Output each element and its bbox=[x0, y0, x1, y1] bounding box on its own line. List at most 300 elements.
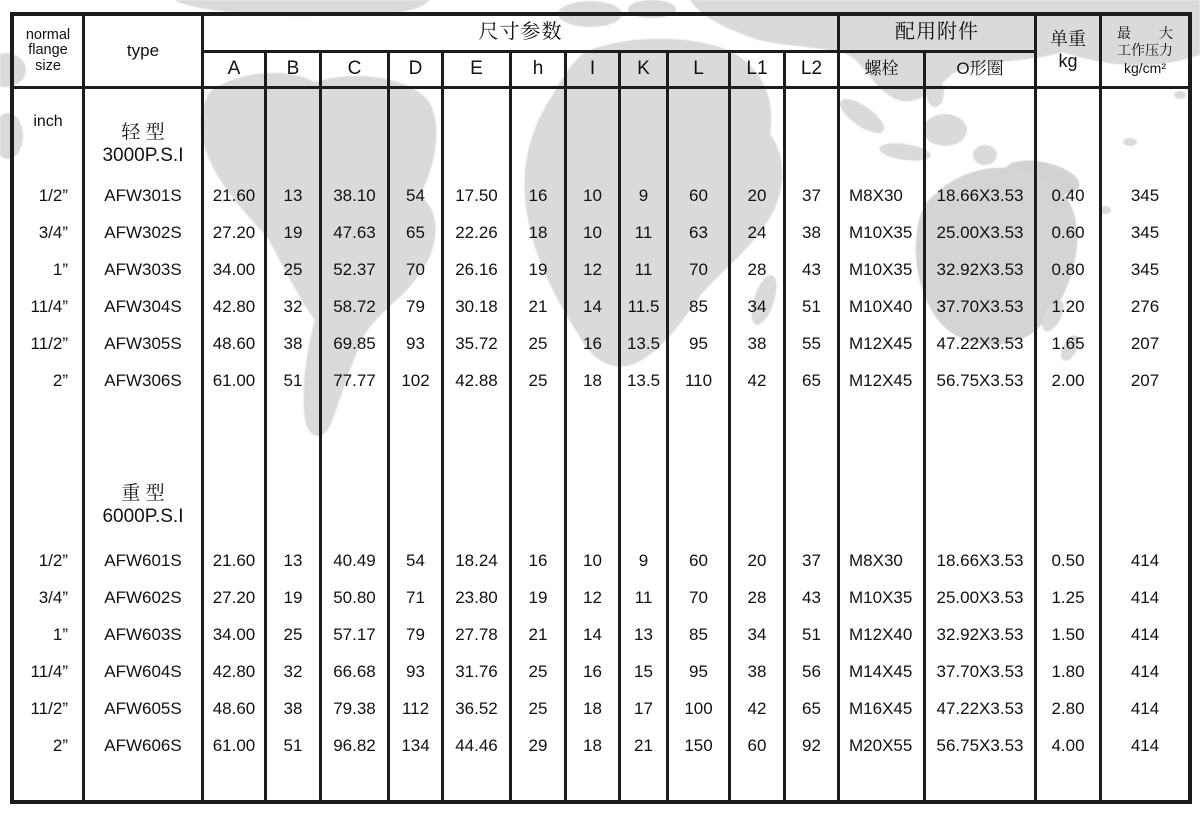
cell-D: 70 bbox=[406, 259, 425, 279]
cell-oring: 47.22X3.53 bbox=[936, 333, 1024, 353]
empty-cell bbox=[267, 89, 319, 177]
cell-weight: 1.50 bbox=[1051, 624, 1085, 644]
cell-L2: 65 bbox=[802, 370, 821, 390]
cell-size: 11/2” bbox=[30, 333, 68, 353]
header-col-L1: L1 bbox=[731, 50, 786, 86]
cell-D: 102 bbox=[401, 370, 430, 390]
cell-L2: 43 bbox=[802, 259, 821, 279]
cell-type: AFW302S bbox=[104, 222, 182, 242]
empty-cell bbox=[322, 89, 387, 177]
section-gap bbox=[1102, 399, 1188, 467]
cell-L2: 37 bbox=[802, 185, 821, 205]
cell-h: 21 bbox=[528, 296, 548, 316]
cell-D: 93 bbox=[406, 661, 425, 681]
header-size-line: flange bbox=[28, 42, 68, 59]
cell-C: 66.68 bbox=[333, 661, 376, 681]
header-size-line: size bbox=[35, 57, 61, 74]
cell-I: 12 bbox=[583, 259, 602, 279]
cell-A: 34.00 bbox=[212, 259, 256, 279]
empty-cell bbox=[567, 467, 618, 542]
empty-cell bbox=[512, 89, 564, 177]
cell-L1: 38 bbox=[747, 333, 767, 353]
section-gap bbox=[1037, 399, 1099, 467]
header-size-line: normal bbox=[25, 26, 71, 43]
header-col-L2: L2 bbox=[786, 50, 840, 86]
empty-cell bbox=[204, 467, 264, 542]
cell-L: 95 bbox=[689, 661, 708, 681]
cell-pressure: 414 bbox=[1130, 587, 1160, 607]
cell-C: 69.85 bbox=[333, 333, 376, 353]
cell-oring: 32.92X3.53 bbox=[936, 624, 1024, 644]
header-col-C: C bbox=[322, 50, 390, 86]
section-label-line: 轻 型 bbox=[121, 122, 165, 143]
section-gap bbox=[621, 399, 666, 467]
cell-B: 13 bbox=[283, 550, 303, 570]
header-col-L: L bbox=[669, 50, 731, 86]
cell-L2: 51 bbox=[802, 624, 821, 644]
bottom-pad bbox=[731, 764, 783, 800]
cell-weight: 0.40 bbox=[1051, 185, 1085, 205]
section-gap bbox=[926, 399, 1034, 467]
cell-size: 11/4” bbox=[30, 661, 68, 681]
bottom-pad bbox=[444, 764, 509, 800]
section-label-line: 重 型 bbox=[121, 482, 165, 504]
cell-E: 31.76 bbox=[455, 661, 498, 681]
cell-bolt: M10X35 bbox=[849, 587, 913, 607]
cell-D: 54 bbox=[406, 550, 425, 570]
header-col-E: E bbox=[444, 50, 512, 86]
cell-K: 13 bbox=[634, 624, 653, 644]
cell-bolt: M8X30 bbox=[849, 185, 903, 205]
cell-I: 14 bbox=[583, 296, 602, 316]
cell-oring: 25.00X3.53 bbox=[936, 222, 1024, 242]
bottom-pad bbox=[621, 764, 666, 800]
cell-C: 50.80 bbox=[333, 587, 376, 607]
header-weight-line: kg bbox=[1058, 51, 1078, 71]
empty-cell bbox=[512, 467, 564, 542]
cell-E: 27.78 bbox=[455, 624, 498, 644]
cell-L: 70 bbox=[689, 587, 708, 607]
cell-I: 10 bbox=[583, 222, 602, 242]
cell-pressure: 414 bbox=[1130, 698, 1160, 718]
cell-size: 3/4” bbox=[38, 222, 68, 242]
cell-L1: 20 bbox=[747, 550, 767, 570]
section-label-line: 3000P.S.I bbox=[102, 145, 184, 166]
cell-L: 60 bbox=[689, 550, 708, 570]
cell-A: 27.20 bbox=[212, 222, 256, 242]
cell-bolt: M12X40 bbox=[849, 624, 913, 644]
column-pressure bbox=[1102, 89, 1188, 800]
empty-cell bbox=[267, 467, 319, 542]
table-body bbox=[14, 89, 1188, 800]
cell-h: 16 bbox=[528, 550, 548, 570]
cell-h: 25 bbox=[528, 698, 548, 718]
cell-E: 22.26 bbox=[455, 222, 498, 242]
cell-weight: 1.65 bbox=[1051, 333, 1085, 353]
cell-h: 18 bbox=[528, 222, 548, 242]
cell-size: 1” bbox=[52, 259, 68, 279]
cell-type: AFW605S bbox=[104, 698, 182, 718]
header-col-I: I bbox=[567, 50, 621, 86]
cell-K: 9 bbox=[638, 185, 649, 205]
cell-L: 63 bbox=[689, 222, 708, 242]
header-pressure-line: kg/cm² bbox=[1124, 59, 1166, 76]
section-label bbox=[85, 467, 201, 542]
cell-L: 100 bbox=[684, 698, 713, 718]
cell-pressure: 207 bbox=[1130, 333, 1160, 353]
cell-pressure: 207 bbox=[1130, 370, 1160, 390]
cell-K: 11 bbox=[634, 587, 653, 607]
cell-size: 1/2” bbox=[38, 185, 68, 205]
cell-B: 32 bbox=[283, 296, 303, 316]
cell-D: 79 bbox=[406, 624, 425, 644]
cell-L2: 56 bbox=[802, 661, 821, 681]
cell-type: AFW301S bbox=[104, 185, 182, 205]
cell-B: 19 bbox=[283, 222, 303, 242]
cell-L: 60 bbox=[689, 185, 708, 205]
cell-pressure: 345 bbox=[1130, 259, 1160, 279]
cell-L1: 38 bbox=[747, 661, 767, 681]
header-col-B: B bbox=[267, 50, 322, 86]
column-type bbox=[85, 89, 204, 800]
empty-cell bbox=[444, 89, 509, 177]
cell-D: 93 bbox=[406, 333, 425, 353]
cell-L2: 65 bbox=[802, 698, 821, 718]
cell-type: AFW602S bbox=[104, 587, 182, 607]
cell-K: 11 bbox=[634, 259, 653, 279]
cell-C: 96.82 bbox=[333, 735, 376, 755]
cell-L2: 51 bbox=[802, 296, 821, 316]
cell-pressure: 414 bbox=[1130, 550, 1160, 570]
cell-weight: 1.25 bbox=[1051, 587, 1085, 607]
cell-D: 54 bbox=[406, 185, 425, 205]
empty-cell bbox=[204, 89, 264, 177]
cell-I: 16 bbox=[583, 333, 602, 353]
cell-K: 21 bbox=[634, 735, 653, 755]
cell-oring: 32.92X3.53 bbox=[936, 259, 1024, 279]
cell-pressure: 414 bbox=[1130, 661, 1160, 681]
cell-bolt: M20X55 bbox=[849, 735, 913, 755]
cell-B: 51 bbox=[283, 735, 303, 755]
column-A bbox=[204, 89, 267, 800]
bottom-pad bbox=[1037, 764, 1099, 800]
cell-A: 27.20 bbox=[212, 587, 256, 607]
cell-L1: 42 bbox=[747, 698, 767, 718]
cell-D: 79 bbox=[406, 296, 425, 316]
empty-cell bbox=[1037, 89, 1099, 177]
empty-cell bbox=[567, 89, 618, 177]
section-gap bbox=[512, 399, 564, 467]
cell-I: 18 bbox=[583, 735, 602, 755]
cell-pressure: 414 bbox=[1130, 624, 1160, 644]
section-gap bbox=[786, 399, 837, 467]
bottom-pad bbox=[204, 764, 264, 800]
header-col-D: D bbox=[390, 50, 444, 86]
column-L2 bbox=[786, 89, 840, 800]
cell-bolt: M10X40 bbox=[849, 296, 913, 316]
cell-A: 21.60 bbox=[212, 550, 256, 570]
header-col-o-ring: O形圈 bbox=[926, 50, 1037, 86]
table-header bbox=[14, 16, 1188, 89]
cell-E: 36.52 bbox=[455, 698, 498, 718]
cell-type: AFW604S bbox=[104, 661, 182, 681]
cell-E: 42.88 bbox=[455, 370, 498, 390]
header-col-K: K bbox=[621, 50, 669, 86]
cell-h: 16 bbox=[528, 185, 548, 205]
cell-oring: 56.75X3.53 bbox=[936, 370, 1024, 390]
cell-A: 48.60 bbox=[212, 333, 256, 353]
cell-L: 70 bbox=[689, 259, 708, 279]
cell-D: 71 bbox=[406, 587, 425, 607]
header-group-dimensions: 尺寸参数 bbox=[204, 16, 840, 50]
cell-A: 48.60 bbox=[212, 698, 256, 718]
cell-A: 61.00 bbox=[212, 735, 256, 755]
cell-C: 40.49 bbox=[333, 550, 376, 570]
cell-K: 11 bbox=[634, 222, 653, 242]
cell-oring: 47.22X3.53 bbox=[936, 698, 1024, 718]
cell-E: 35.72 bbox=[455, 333, 498, 353]
cell-bolt: M12X45 bbox=[849, 370, 913, 390]
cell-weight: 2.00 bbox=[1051, 370, 1085, 390]
empty-cell bbox=[390, 89, 441, 177]
cell-C: 47.63 bbox=[333, 222, 376, 242]
cell-type: AFW601S bbox=[104, 550, 182, 570]
bottom-pad bbox=[14, 764, 82, 800]
cell-B: 38 bbox=[283, 698, 303, 718]
cell-size: 1/2” bbox=[38, 550, 68, 570]
cell-K: 9 bbox=[638, 550, 649, 570]
cell-D: 112 bbox=[401, 698, 430, 718]
header-col-unit-weight bbox=[1037, 16, 1102, 86]
cell-type: AFW606S bbox=[104, 735, 182, 755]
cell-oring: 37.70X3.53 bbox=[936, 661, 1024, 681]
cell-B: 25 bbox=[283, 259, 303, 279]
empty-cell bbox=[621, 467, 666, 542]
cell-B: 38 bbox=[283, 333, 303, 353]
cell-I: 18 bbox=[583, 370, 602, 390]
empty-cell bbox=[669, 89, 728, 177]
cell-h: 19 bbox=[528, 587, 548, 607]
cell-bolt: M12X45 bbox=[849, 333, 913, 353]
cell-h: 25 bbox=[528, 661, 548, 681]
header-pressure-line: 工作压力 bbox=[1117, 42, 1173, 59]
cell-size: 2” bbox=[52, 370, 68, 390]
header-pressure-line: 最 大 bbox=[1117, 24, 1173, 41]
cell-size: 2” bbox=[52, 735, 68, 755]
cell-L2: 38 bbox=[802, 222, 821, 242]
cell-weight: 0.80 bbox=[1051, 259, 1085, 279]
cell-L2: 37 bbox=[802, 550, 821, 570]
column-weight bbox=[1037, 89, 1102, 800]
cell-L1: 20 bbox=[747, 185, 767, 205]
section-label-line: 6000P.S.I bbox=[102, 505, 184, 527]
cell-pressure: 276 bbox=[1130, 296, 1160, 316]
section-gap bbox=[669, 399, 728, 467]
section-gap bbox=[731, 399, 783, 467]
cell-bolt: M8X30 bbox=[849, 550, 903, 570]
column-B bbox=[267, 89, 322, 800]
cell-C: 58.72 bbox=[333, 296, 376, 316]
cell-L1: 24 bbox=[747, 222, 767, 242]
cell-type: AFW306S bbox=[104, 370, 182, 390]
header-group-accessories: 配用附件 bbox=[840, 16, 1037, 50]
cell-L: 85 bbox=[689, 296, 708, 316]
section-gap bbox=[840, 399, 923, 467]
bottom-pad bbox=[512, 764, 564, 800]
cell-oring: 25.00X3.53 bbox=[936, 587, 1024, 607]
section-gap bbox=[322, 399, 387, 467]
empty-cell bbox=[322, 467, 387, 542]
cell-C: 57.17 bbox=[333, 624, 376, 644]
empty-cell bbox=[786, 89, 837, 177]
header-col-A: A bbox=[204, 50, 267, 86]
column-oring bbox=[926, 89, 1037, 800]
cell-pressure: 414 bbox=[1130, 735, 1160, 755]
section-gap bbox=[85, 399, 201, 467]
cell-I: 14 bbox=[583, 624, 602, 644]
cell-B: 51 bbox=[283, 370, 303, 390]
cell-E: 26.16 bbox=[455, 259, 498, 279]
cell-h: 25 bbox=[528, 370, 548, 390]
cell-E: 18.24 bbox=[455, 550, 498, 570]
cell-B: 19 bbox=[283, 587, 303, 607]
column-size bbox=[14, 89, 85, 800]
cell-L1: 34 bbox=[747, 296, 767, 316]
bottom-pad bbox=[390, 764, 441, 800]
column-h bbox=[512, 89, 567, 800]
section-gap bbox=[267, 399, 319, 467]
cell-bolt: M14X45 bbox=[849, 661, 913, 681]
cell-oring: 18.66X3.53 bbox=[936, 550, 1024, 570]
cell-C: 77.77 bbox=[333, 370, 376, 390]
cell-bolt: M10X35 bbox=[849, 259, 913, 279]
cell-L2: 92 bbox=[802, 735, 821, 755]
column-L bbox=[669, 89, 731, 800]
cell-L1: 28 bbox=[747, 587, 767, 607]
cell-pressure: 345 bbox=[1130, 222, 1160, 242]
cell-K: 13.5 bbox=[626, 370, 661, 390]
cell-weight: 1.80 bbox=[1051, 661, 1085, 681]
header-weight-line: 单重 bbox=[1050, 29, 1086, 50]
header-col-bolt: 螺栓 bbox=[840, 50, 926, 86]
cell-weight: 1.20 bbox=[1051, 296, 1085, 316]
cell-oring: 56.75X3.53 bbox=[936, 735, 1024, 755]
cell-L: 150 bbox=[684, 735, 713, 755]
cell-K: 17 bbox=[634, 698, 653, 718]
bottom-pad bbox=[85, 764, 201, 800]
empty-cell bbox=[1102, 89, 1188, 177]
empty-cell bbox=[444, 467, 509, 542]
cell-weight: 4.00 bbox=[1051, 735, 1085, 755]
cell-weight: 2.80 bbox=[1051, 698, 1085, 718]
cell-weight: 0.60 bbox=[1051, 222, 1085, 242]
header-col-max-pressure bbox=[1102, 16, 1188, 86]
bottom-pad bbox=[669, 764, 728, 800]
cell-A: 21.60 bbox=[212, 185, 256, 205]
cell-E: 17.50 bbox=[455, 185, 498, 205]
cell-pressure: 345 bbox=[1130, 185, 1160, 205]
cell-weight: 0.50 bbox=[1051, 550, 1085, 570]
cell-h: 21 bbox=[528, 624, 548, 644]
bottom-pad bbox=[786, 764, 837, 800]
cell-bolt: M10X35 bbox=[849, 222, 913, 242]
cell-L2: 55 bbox=[802, 333, 821, 353]
bottom-pad bbox=[926, 764, 1034, 800]
empty-cell bbox=[840, 467, 923, 542]
column-I bbox=[567, 89, 621, 800]
cell-A: 42.80 bbox=[212, 661, 256, 681]
cell-E: 44.46 bbox=[455, 735, 498, 755]
cell-E: 23.80 bbox=[455, 587, 498, 607]
section-gap bbox=[14, 399, 82, 467]
bottom-pad bbox=[840, 764, 923, 800]
column-bolt bbox=[840, 89, 926, 800]
cell-B: 13 bbox=[283, 185, 303, 205]
cell-E: 30.18 bbox=[455, 296, 498, 316]
cell-type: AFW303S bbox=[104, 259, 182, 279]
empty-cell bbox=[669, 467, 728, 542]
bottom-pad bbox=[567, 764, 618, 800]
cell-L: 110 bbox=[684, 370, 713, 390]
cell-K: 11.5 bbox=[627, 296, 660, 316]
column-K bbox=[621, 89, 669, 800]
cell-I: 10 bbox=[583, 550, 602, 570]
empty-cell bbox=[621, 89, 666, 177]
empty-cell bbox=[1037, 467, 1099, 542]
section-gap bbox=[390, 399, 441, 467]
cell-K: 15 bbox=[634, 661, 653, 681]
cell-type: AFW305S bbox=[104, 333, 182, 353]
column-D bbox=[390, 89, 444, 800]
cell-B: 25 bbox=[283, 624, 303, 644]
cell-L: 85 bbox=[689, 624, 708, 644]
cell-I: 12 bbox=[583, 587, 602, 607]
cell-oring: 18.66X3.53 bbox=[936, 185, 1024, 205]
cell-K: 13.5 bbox=[626, 333, 661, 353]
empty-cell bbox=[731, 89, 783, 177]
cell-h: 25 bbox=[528, 333, 548, 353]
empty-cell bbox=[926, 467, 1034, 542]
cell-L1: 34 bbox=[747, 624, 767, 644]
empty-cell bbox=[786, 467, 837, 542]
section-gap bbox=[444, 399, 509, 467]
header-col-size bbox=[14, 16, 85, 86]
cell-C: 52.37 bbox=[333, 259, 376, 279]
cell-C: 79.38 bbox=[333, 698, 376, 718]
cell-L: 95 bbox=[689, 333, 708, 353]
cell-I: 18 bbox=[583, 698, 602, 718]
unit-label bbox=[14, 467, 82, 542]
cell-B: 32 bbox=[283, 661, 303, 681]
bottom-pad bbox=[267, 764, 319, 800]
cell-size: 11/2” bbox=[30, 698, 68, 718]
empty-cell bbox=[840, 89, 923, 177]
cell-L1: 60 bbox=[747, 735, 767, 755]
cell-type: AFW603S bbox=[104, 624, 182, 644]
cell-bolt: M16X45 bbox=[849, 698, 913, 718]
cell-D: 134 bbox=[401, 735, 430, 755]
empty-cell bbox=[926, 89, 1034, 177]
section-gap bbox=[567, 399, 618, 467]
bottom-pad bbox=[1102, 764, 1188, 800]
column-C bbox=[322, 89, 390, 800]
cell-L1: 42 bbox=[747, 370, 767, 390]
header-col-type: type bbox=[85, 16, 204, 86]
section-gap bbox=[204, 399, 264, 467]
bottom-pad bbox=[322, 764, 387, 800]
empty-cell bbox=[731, 467, 783, 542]
cell-A: 34.00 bbox=[212, 624, 256, 644]
